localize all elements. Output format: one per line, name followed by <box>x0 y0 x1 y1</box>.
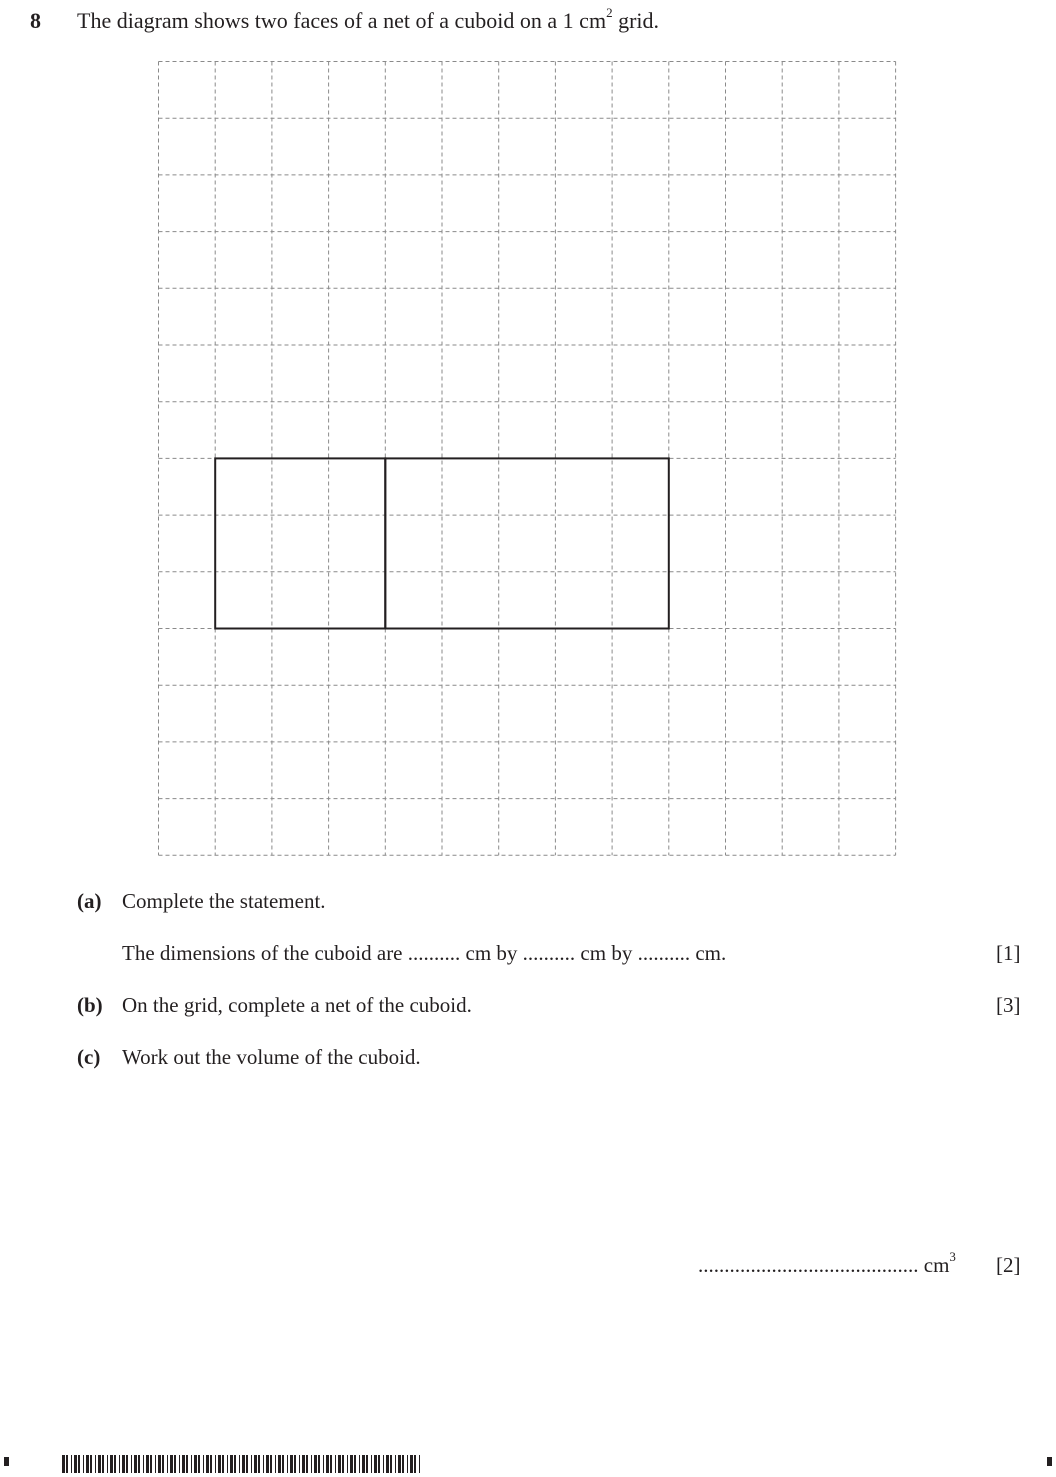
barcode-bar <box>102 1455 104 1473</box>
barcode-bar <box>134 1455 137 1473</box>
barcode-bar <box>318 1455 320 1473</box>
barcode-bar <box>390 1455 392 1473</box>
answer-dots[interactable]: .......................................... <box>698 1253 919 1277</box>
barcode-bar <box>263 1455 264 1473</box>
barcode-bar <box>246 1455 248 1473</box>
barcode-bar <box>290 1455 293 1473</box>
barcode-bar <box>182 1455 185 1473</box>
net-face-2 <box>385 458 669 628</box>
barcode-bar <box>410 1455 413 1473</box>
barcode-bar <box>98 1455 101 1473</box>
barcode-bar <box>110 1455 113 1473</box>
barcode-bar <box>294 1455 296 1473</box>
part-c-label: (c) <box>77 1045 101 1069</box>
barcode-bar <box>378 1455 380 1473</box>
barcode-bar <box>90 1455 92 1473</box>
barcode-bar <box>210 1455 212 1473</box>
part-b-marks: [3] <box>996 993 1021 1017</box>
barcode-bar <box>83 1455 84 1473</box>
barcode-bar <box>86 1455 89 1473</box>
barcode-bar <box>251 1455 252 1473</box>
barcode-bar <box>282 1455 284 1473</box>
answer-unit-superscript: 3 <box>949 1249 956 1264</box>
barcode-bar <box>306 1455 308 1473</box>
question-text-superscript: 2 <box>606 4 613 20</box>
barcode-bar <box>419 1455 420 1473</box>
barcode-bar <box>191 1455 192 1473</box>
barcode-bar <box>374 1455 377 1473</box>
barcode-bar <box>407 1455 408 1473</box>
barcode-bar <box>354 1455 356 1473</box>
barcode-bar <box>179 1455 180 1473</box>
barcode-bar <box>239 1455 240 1473</box>
barcode-bar <box>326 1455 329 1473</box>
barcode-bar <box>155 1455 156 1473</box>
footer-marker-right <box>1047 1457 1052 1466</box>
barcode-bar <box>278 1455 281 1473</box>
barcode-bar <box>258 1455 260 1473</box>
barcode-bar <box>371 1455 372 1473</box>
barcode-bar <box>242 1455 245 1473</box>
barcode-bar <box>383 1455 384 1473</box>
barcode-bar <box>227 1455 228 1473</box>
barcode-bar <box>338 1455 341 1473</box>
barcode-bar <box>299 1455 300 1473</box>
question-text-end: grid. <box>612 8 660 33</box>
barcode-bar <box>270 1455 272 1473</box>
barcode-bar <box>215 1455 216 1473</box>
barcode-bar <box>62 1455 65 1473</box>
part-b-instruction: On the grid, complete a net of the cuboid. <box>122 993 472 1017</box>
barcode-bar <box>395 1455 396 1473</box>
part-c-instruction: Work out the volume of the cuboid. <box>122 1045 421 1069</box>
part-a-marks: [1] <box>996 941 1021 965</box>
part-a-label: (a) <box>77 889 102 913</box>
barcode-bar <box>170 1455 173 1473</box>
barcode-bar <box>71 1455 72 1473</box>
part-a-instruction: Complete the statement. <box>122 889 326 913</box>
barcode-bar <box>323 1455 324 1473</box>
part-c-marks: [2] <box>996 1253 1021 1277</box>
barcode-bar <box>174 1455 176 1473</box>
part-a-statement[interactable]: The dimensions of the cuboid are .......... cm by .......... cm by .......... cm. <box>122 941 727 965</box>
barcode-bar <box>398 1455 401 1473</box>
barcode-bar <box>335 1455 336 1473</box>
barcode-bar <box>402 1455 404 1473</box>
part-b-label: (b) <box>77 993 103 1017</box>
barcode-bar <box>414 1455 416 1473</box>
barcode-bar <box>203 1455 204 1473</box>
barcode-bar <box>366 1455 368 1473</box>
barcode-bar <box>74 1455 77 1473</box>
part-c-answer-line[interactable] <box>698 1249 956 1278</box>
barcode-bar <box>362 1455 365 1473</box>
barcode-bar <box>350 1455 353 1473</box>
barcode-bar <box>186 1455 188 1473</box>
barcode-bar <box>342 1455 344 1473</box>
barcode-bar <box>122 1455 125 1473</box>
barcode-bar <box>162 1455 164 1473</box>
barcode-bar <box>314 1455 317 1473</box>
barcode-bar <box>119 1455 120 1473</box>
barcode-bar <box>230 1455 233 1473</box>
barcode-bar <box>138 1455 140 1473</box>
footer-marker-left <box>4 1457 9 1466</box>
barcode-bar <box>266 1455 269 1473</box>
barcode-bar <box>198 1455 200 1473</box>
barcode-bar <box>287 1455 288 1473</box>
barcode-bar <box>66 1455 68 1473</box>
question-text-main: The diagram shows two faces of a net of a cuboid on a 1 cm <box>77 8 607 33</box>
barcode-bar <box>302 1455 305 1473</box>
barcode-bar <box>78 1455 80 1473</box>
barcode-bar <box>275 1455 276 1473</box>
barcode-bar <box>234 1455 236 1473</box>
barcode-bar <box>126 1455 128 1473</box>
barcode-bar <box>311 1455 312 1473</box>
barcode-bar <box>222 1455 224 1473</box>
barcode-bar <box>206 1455 209 1473</box>
barcode-bar <box>386 1455 389 1473</box>
barcode-bar <box>146 1455 149 1473</box>
barcode-bar <box>143 1455 144 1473</box>
barcode-bar <box>254 1455 257 1473</box>
barcode-bar <box>150 1455 152 1473</box>
net-face-1 <box>215 458 385 628</box>
barcode-bar <box>95 1455 96 1473</box>
barcode-bar <box>330 1455 332 1473</box>
barcode-bar <box>167 1455 168 1473</box>
barcode-bar <box>194 1455 197 1473</box>
barcode-bar <box>359 1455 360 1473</box>
barcode <box>62 1455 424 1473</box>
barcode-bar <box>158 1455 161 1473</box>
barcode-bar <box>131 1455 132 1473</box>
barcode-bar <box>114 1455 116 1473</box>
barcode-bar <box>347 1455 348 1473</box>
answer-unit: cm <box>923 1253 950 1277</box>
barcode-bar <box>107 1455 108 1473</box>
question-number: 8 <box>30 8 41 33</box>
barcode-bar <box>218 1455 221 1473</box>
